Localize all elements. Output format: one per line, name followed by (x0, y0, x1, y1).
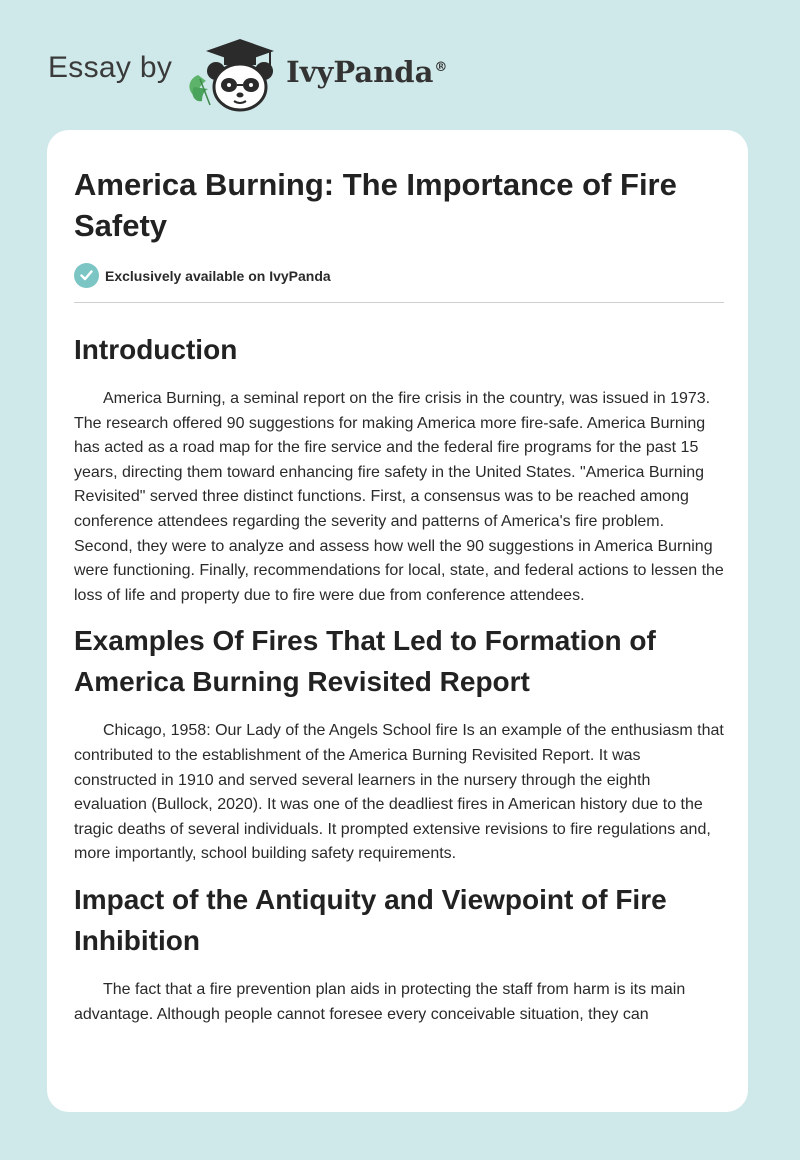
divider (74, 302, 724, 303)
section-introduction (74, 329, 724, 608)
section-paragraph: The fact that a fire prevention plan aids in protecting the staff from harm is its main advantage. Although people cannot foresee every conceivable situation, they can (74, 980, 686, 1023)
section-heading: Examples Of Fires That Led to Formation of America Burning Revisited Report (74, 625, 656, 698)
section-paragraph: America Burning, a seminal report on the fire crisis in the country, was issued in 1973. The research offered 90 suggestions for making America more fire-safe. America Burning has acted as a road map for the fire service and the federal fire programs for the past 15 years, directing them toward enhancing fire safety in the United States. "America Burning Revisited" served three distinct functions. First, a consensus was to be reached among conference attendees regarding the severity and patterns of America's fire problem. Second, they were to analyze and assess how well the 90 suggestions in America Burning were functioning. Finally, recommendations for local, state, and federal actions to lessen the loss of life and property due to fire were due from conference attendees. (74, 390, 724, 604)
section-paragraph: Chicago, 1958: Our Lady of the Angels School fire Is an example of the enthusiasm that contributed to the establishment of the America Burning Revisited Report. It was constructed in 1910 and served several learners in the nursery through the eighth evaluation (Bullock, 2020). It was one of the deadliest fires in American history due to the tragic deaths of several individuals. It prompted extensive revisions to fire regulations and, more importantly, school building safety requirements. (74, 722, 724, 863)
brand-name: IvyPanda® (286, 55, 448, 89)
section-heading: Impact of the Antiquity and Viewpoint of Fire Inhibition (74, 883, 667, 956)
panda-graduate-icon (184, 35, 280, 113)
essay-by-label: Essay by (48, 51, 173, 84)
check-icon (74, 263, 99, 288)
article-title: America Burning: The Importance of Fire Safety (74, 167, 677, 243)
registered-mark: ® (434, 60, 448, 76)
section-examples-of-fires (74, 620, 724, 867)
exclusive-badge (74, 263, 724, 288)
section-impact-of-antiquity (74, 879, 724, 1027)
section-heading: Introduction (74, 334, 238, 365)
article-content (74, 164, 724, 1039)
site-header (48, 34, 447, 114)
exclusive-badge-text: Exclusively available on IvyPanda (105, 267, 331, 284)
article-card (47, 130, 748, 1112)
